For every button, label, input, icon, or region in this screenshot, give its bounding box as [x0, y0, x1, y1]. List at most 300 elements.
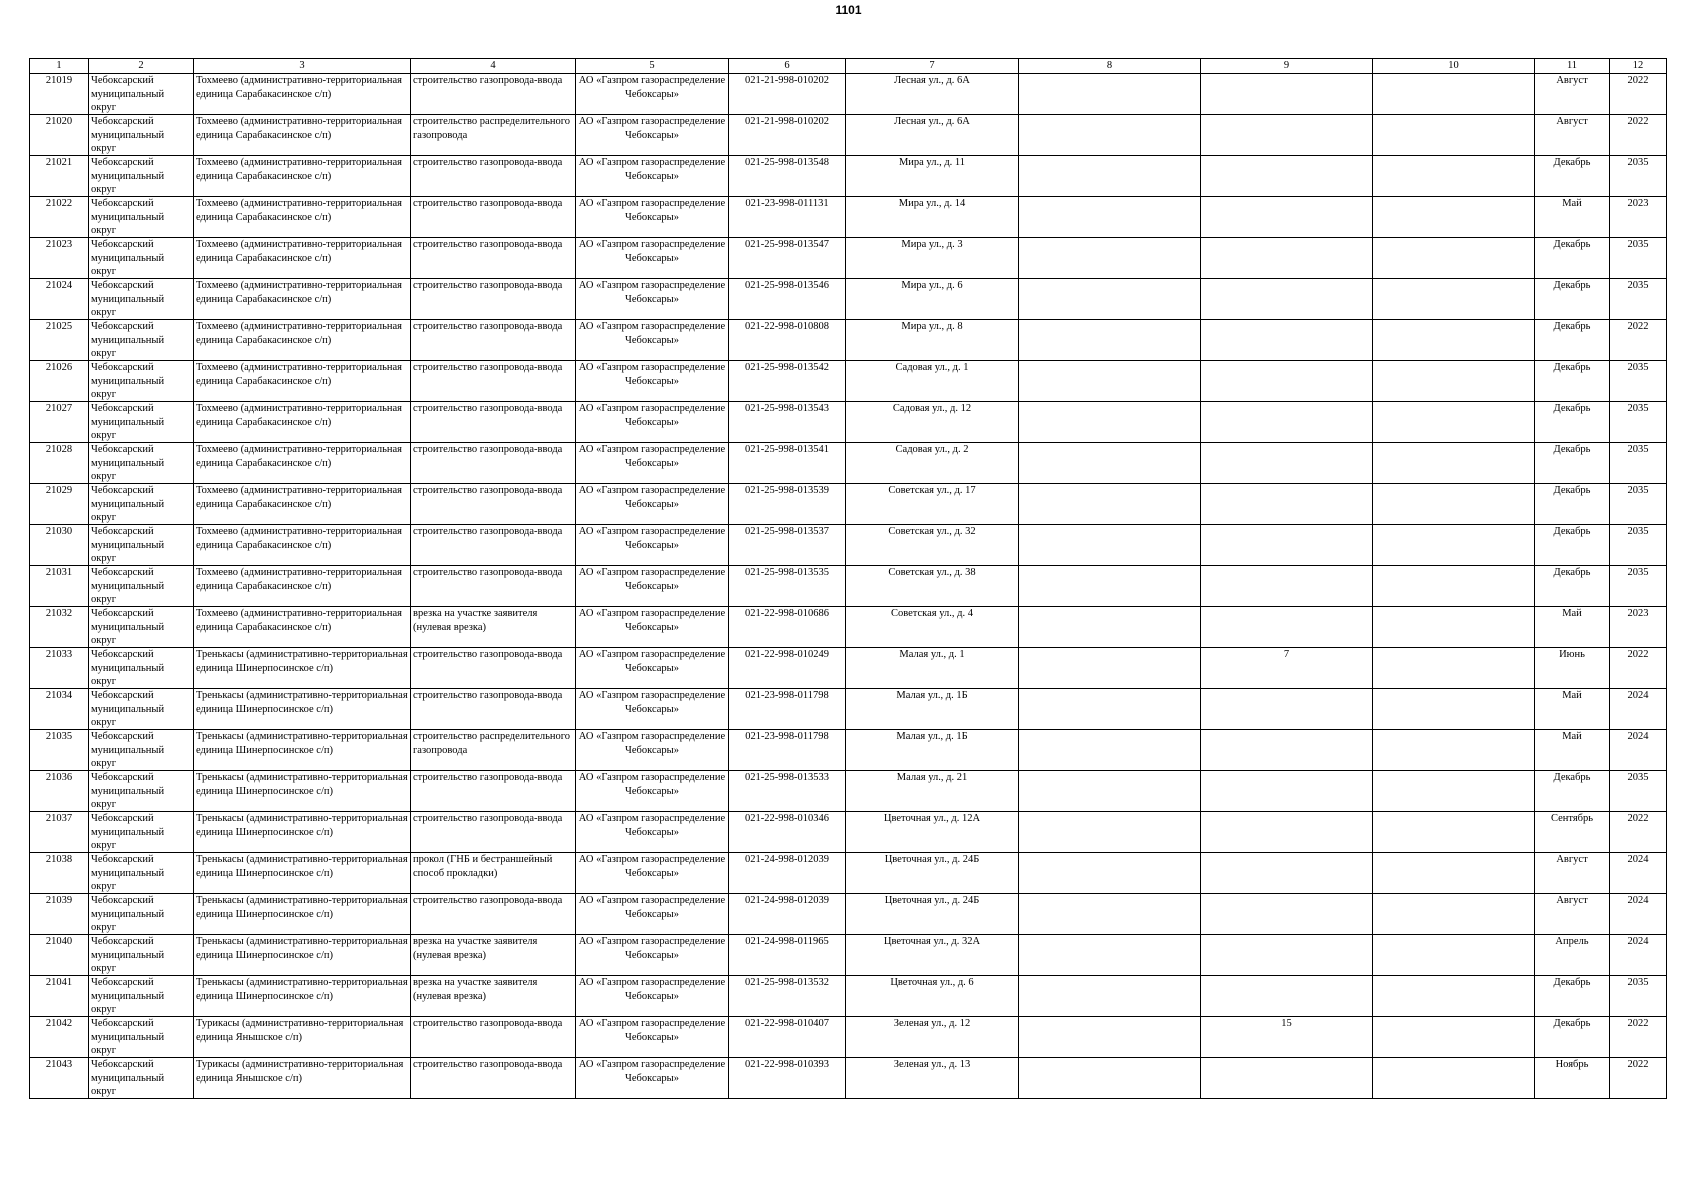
- organization-cell-text: АО «Газпром газораспределение Чебоксары»: [578, 690, 726, 715]
- district-cell: [89, 361, 194, 402]
- district-cell-text: Чебоксарский муниципальный округ: [91, 813, 165, 851]
- month-cell: [1535, 607, 1610, 648]
- address-cell-text: Малая ул., д. 1Б: [896, 731, 968, 742]
- district-cell: [89, 607, 194, 648]
- column-8-cell: [1019, 894, 1201, 935]
- address-cell-text: Малая ул., д. 1Б: [896, 690, 968, 701]
- work-type-cell: [411, 443, 576, 484]
- locality-cell: [194, 1017, 411, 1058]
- column-9-cell-text: 15: [1281, 1018, 1292, 1029]
- locality-cell-text: Тохмеево (административно-территориальная единица Сарабакасинское с/п): [196, 321, 402, 346]
- year-cell-text: 2035: [1627, 239, 1649, 250]
- row-id: [30, 279, 89, 320]
- month-cell-text: Декабрь: [1553, 567, 1591, 578]
- work-type-cell: [411, 935, 576, 976]
- work-type-cell-text: строительство газопровода-ввода: [413, 813, 563, 824]
- work-type-cell: [411, 1017, 576, 1058]
- object-code-cell: [729, 443, 846, 484]
- table-row: [30, 1017, 1667, 1058]
- month-cell: [1535, 689, 1610, 730]
- locality-cell-text: Турикасы (административно-территориальная единица Янышское с/п): [196, 1059, 404, 1084]
- object-code-cell: [729, 1058, 846, 1099]
- month-cell-text: Декабрь: [1553, 362, 1591, 373]
- locality-cell-text: Тохмеево (административно-территориальная единица Сарабакасинское с/п): [196, 608, 402, 633]
- year-cell-text: 2024: [1627, 895, 1649, 906]
- year-cell: [1610, 361, 1667, 402]
- address-cell-text: Советская ул., д. 4: [891, 608, 973, 619]
- organization-cell: [576, 648, 729, 689]
- column-header: 3: [194, 59, 411, 74]
- object-code-cell-text: 021-22-998-010686: [745, 608, 829, 619]
- organization-cell-text: АО «Газпром газораспределение Чебоксары»: [578, 895, 726, 920]
- column-header: 2: [89, 59, 194, 74]
- district-cell-text: Чебоксарский муниципальный округ: [91, 321, 165, 359]
- year-cell: [1610, 853, 1667, 894]
- column-header: 9: [1201, 59, 1373, 74]
- column-9-cell: [1201, 197, 1373, 238]
- district-cell-text: Чебоксарский муниципальный округ: [91, 116, 165, 154]
- object-code-cell: [729, 894, 846, 935]
- row-id-text: 21028: [45, 444, 73, 455]
- address-cell: [846, 648, 1019, 689]
- column-9-cell: [1201, 771, 1373, 812]
- organization-cell-text: АО «Газпром газораспределение Чебоксары»: [578, 239, 726, 264]
- year-cell-text: 2024: [1627, 854, 1649, 865]
- object-code-cell-text: 021-24-998-012039: [745, 895, 829, 906]
- address-cell: [846, 771, 1019, 812]
- column-8-cell: [1019, 935, 1201, 976]
- locality-cell-text: Тохмеево (административно-территориальная единица Сарабакасинское с/п): [196, 362, 402, 387]
- work-type-cell-text: строительство газопровода-ввода: [413, 75, 563, 86]
- object-code-cell-text: 021-24-998-012039: [745, 854, 829, 865]
- locality-cell: [194, 648, 411, 689]
- district-cell-text: Чебоксарский муниципальный округ: [91, 854, 165, 892]
- address-cell-text: Мира ул., д. 14: [898, 198, 966, 209]
- year-cell-text: 2023: [1627, 608, 1649, 619]
- work-type-cell: [411, 484, 576, 525]
- district-cell: [89, 156, 194, 197]
- work-type-cell-text: строительство газопровода-ввода: [413, 567, 563, 578]
- district-cell: [89, 812, 194, 853]
- column-10-cell: [1373, 771, 1535, 812]
- address-cell: [846, 115, 1019, 156]
- address-cell: [846, 853, 1019, 894]
- column-9-cell: [1201, 607, 1373, 648]
- object-code-cell: [729, 402, 846, 443]
- column-10-cell: [1373, 648, 1535, 689]
- row-id: [30, 648, 89, 689]
- column-10-cell: [1373, 443, 1535, 484]
- year-cell-text: 2035: [1627, 567, 1649, 578]
- column-8-cell: [1019, 648, 1201, 689]
- column-9-cell: [1201, 279, 1373, 320]
- object-code-cell-text: 021-25-998-013542: [745, 362, 829, 373]
- work-type-cell: [411, 74, 576, 115]
- month-cell: [1535, 976, 1610, 1017]
- district-cell: [89, 730, 194, 771]
- month-cell: [1535, 156, 1610, 197]
- column-8-cell: [1019, 238, 1201, 279]
- organization-cell: [576, 402, 729, 443]
- organization-cell-text: АО «Газпром газораспределение Чебоксары»: [578, 157, 726, 182]
- object-code-cell: [729, 238, 846, 279]
- column-8-cell: [1019, 730, 1201, 771]
- work-type-cell-text: строительство газопровода-ввода: [413, 649, 563, 660]
- row-id: [30, 525, 89, 566]
- year-cell-text: 2035: [1627, 157, 1649, 168]
- row-id-text: 21035: [45, 731, 73, 742]
- locality-cell: [194, 320, 411, 361]
- year-cell: [1610, 74, 1667, 115]
- organization-cell: [576, 320, 729, 361]
- organization-cell: [576, 74, 729, 115]
- column-8-cell: [1019, 156, 1201, 197]
- district-cell-text: Чебоксарский муниципальный округ: [91, 444, 165, 482]
- object-code-cell: [729, 74, 846, 115]
- column-8-cell: [1019, 853, 1201, 894]
- work-type-cell-text: строительство газопровода-ввода: [413, 280, 563, 291]
- year-cell: [1610, 771, 1667, 812]
- district-cell-text: Чебоксарский муниципальный округ: [91, 608, 165, 646]
- work-type-cell-text: строительство газопровода-ввода: [413, 444, 563, 455]
- object-code-cell-text: 021-25-998-013548: [745, 157, 829, 168]
- row-id: [30, 74, 89, 115]
- month-cell-text: Декабрь: [1553, 526, 1591, 537]
- work-type-cell: [411, 607, 576, 648]
- locality-cell: [194, 402, 411, 443]
- row-id-text: 21037: [45, 813, 73, 824]
- year-cell: [1610, 1058, 1667, 1099]
- row-id-text: 21038: [45, 854, 73, 865]
- district-cell-text: Чебоксарский муниципальный округ: [91, 977, 165, 1015]
- row-id: [30, 156, 89, 197]
- month-cell: [1535, 853, 1610, 894]
- object-code-cell: [729, 1017, 846, 1058]
- row-id-text: 21022: [45, 198, 73, 209]
- object-code-cell: [729, 197, 846, 238]
- table-row: [30, 279, 1667, 320]
- district-cell-text: Чебоксарский муниципальный округ: [91, 895, 165, 933]
- column-header: 11: [1535, 59, 1610, 74]
- year-cell-text: 2024: [1627, 731, 1649, 742]
- month-cell-text: Декабрь: [1553, 1018, 1591, 1029]
- column-10-cell: [1373, 730, 1535, 771]
- organization-cell: [576, 361, 729, 402]
- month-cell: [1535, 525, 1610, 566]
- organization-cell-text: АО «Газпром газораспределение Чебоксары»: [578, 772, 726, 797]
- district-cell: [89, 197, 194, 238]
- row-id: [30, 607, 89, 648]
- locality-cell-text: Тренькасы (административно-территориальная единица Шинерпосинское с/п): [196, 936, 408, 961]
- district-cell: [89, 525, 194, 566]
- table-row: [30, 812, 1667, 853]
- district-cell-text: Чебоксарский муниципальный округ: [91, 772, 165, 810]
- column-10-cell: [1373, 689, 1535, 730]
- organization-cell-text: АО «Газпром газораспределение Чебоксары»: [578, 403, 726, 428]
- column-8-cell: [1019, 976, 1201, 1017]
- locality-cell: [194, 156, 411, 197]
- address-cell-text: Мира ул., д. 3: [901, 239, 963, 250]
- column-10-cell: [1373, 1017, 1535, 1058]
- month-cell: [1535, 894, 1610, 935]
- column-10-cell: [1373, 402, 1535, 443]
- month-cell-text: Август: [1556, 75, 1588, 86]
- locality-cell-text: Тренькасы (административно-территориальная единица Шинерпосинское с/п): [196, 772, 408, 797]
- column-10-cell: [1373, 1058, 1535, 1099]
- address-cell: [846, 361, 1019, 402]
- object-code-cell-text: 021-23-998-011798: [745, 731, 829, 742]
- object-code-cell-text: 021-21-998-010202: [745, 116, 829, 127]
- column-9-cell: [1201, 853, 1373, 894]
- organization-cell: [576, 730, 729, 771]
- district-cell: [89, 443, 194, 484]
- organization-cell-text: АО «Газпром газораспределение Чебоксары»: [578, 649, 726, 674]
- row-id-text: 21023: [45, 239, 73, 250]
- row-id-text: 21030: [45, 526, 73, 537]
- year-cell: [1610, 648, 1667, 689]
- year-cell-text: 2022: [1627, 813, 1649, 824]
- work-type-cell-text: врезка на участке заявителя (нулевая врезка): [413, 977, 538, 1002]
- organization-cell: [576, 115, 729, 156]
- column-10-cell: [1373, 566, 1535, 607]
- locality-cell: [194, 935, 411, 976]
- object-code-cell-text: 021-25-998-013546: [745, 280, 829, 291]
- district-cell-text: Чебоксарский муниципальный округ: [91, 403, 165, 441]
- address-cell: [846, 74, 1019, 115]
- table-row: [30, 156, 1667, 197]
- organization-cell-text: АО «Газпром газораспределение Чебоксары»: [578, 1059, 726, 1084]
- row-id: [30, 566, 89, 607]
- organization-cell-text: АО «Газпром газораспределение Чебоксары»: [578, 608, 726, 633]
- organization-cell-text: АО «Газпром газораспределение Чебоксары»: [578, 280, 726, 305]
- district-cell-text: Чебоксарский муниципальный округ: [91, 690, 165, 728]
- object-code-cell-text: 021-25-998-013535: [745, 567, 829, 578]
- organization-cell-text: АО «Газпром газораспределение Чебоксары»: [578, 731, 726, 756]
- organization-cell: [576, 156, 729, 197]
- object-code-cell-text: 021-22-998-010249: [745, 649, 829, 660]
- month-cell-text: Август: [1556, 116, 1588, 127]
- month-cell-text: Июнь: [1559, 649, 1585, 660]
- month-cell-text: Май: [1562, 731, 1582, 742]
- organization-cell-text: АО «Газпром газораспределение Чебоксары»: [578, 567, 726, 592]
- locality-cell: [194, 279, 411, 320]
- month-cell-text: Май: [1562, 608, 1582, 619]
- organization-cell: [576, 1017, 729, 1058]
- object-code-cell-text: 021-22-998-010808: [745, 321, 829, 332]
- row-id-text: 21024: [45, 280, 73, 291]
- locality-cell-text: Тохмеево (административно-территориальная единица Сарабакасинское с/п): [196, 239, 402, 264]
- object-code-cell-text: 021-22-998-010393: [745, 1059, 829, 1070]
- column-10-cell: [1373, 894, 1535, 935]
- locality-cell-text: Тохмеево (административно-территориальная единица Сарабакасинское с/п): [196, 526, 402, 551]
- locality-cell-text: Турикасы (административно-территориальная единица Янышское с/п): [196, 1018, 404, 1043]
- year-cell-text: 2022: [1627, 116, 1649, 127]
- locality-cell: [194, 771, 411, 812]
- district-cell-text: Чебоксарский муниципальный округ: [91, 157, 165, 195]
- year-cell-text: 2035: [1627, 485, 1649, 496]
- page-number: 1101: [835, 3, 862, 17]
- district-cell: [89, 279, 194, 320]
- column-10-cell: [1373, 853, 1535, 894]
- address-cell: [846, 894, 1019, 935]
- row-id-text: 21021: [45, 157, 73, 168]
- district-cell: [89, 402, 194, 443]
- locality-cell: [194, 689, 411, 730]
- year-cell: [1610, 197, 1667, 238]
- row-id: [30, 115, 89, 156]
- year-cell: [1610, 238, 1667, 279]
- month-cell-text: Май: [1562, 690, 1582, 701]
- address-cell: [846, 976, 1019, 1017]
- row-id-text: 21039: [45, 895, 73, 906]
- district-cell-text: Чебоксарский муниципальный округ: [91, 936, 165, 974]
- year-cell-text: 2022: [1627, 75, 1649, 86]
- object-code-cell: [729, 566, 846, 607]
- month-cell: [1535, 238, 1610, 279]
- organization-cell: [576, 689, 729, 730]
- row-id-text: 21027: [45, 403, 73, 414]
- month-cell: [1535, 320, 1610, 361]
- column-8-cell: [1019, 525, 1201, 566]
- table-row: [30, 976, 1667, 1017]
- row-id: [30, 812, 89, 853]
- work-type-cell-text: строительство газопровода-ввода: [413, 157, 563, 168]
- month-cell: [1535, 361, 1610, 402]
- month-cell-text: Декабрь: [1553, 403, 1591, 414]
- object-code-cell: [729, 771, 846, 812]
- month-cell: [1535, 566, 1610, 607]
- column-10-cell: [1373, 484, 1535, 525]
- month-cell: [1535, 812, 1610, 853]
- address-cell-text: Цветочная ул., д. 32А: [883, 936, 981, 947]
- column-8-cell: [1019, 607, 1201, 648]
- month-cell: [1535, 197, 1610, 238]
- row-id-text: 21041: [45, 977, 73, 988]
- work-type-cell: [411, 730, 576, 771]
- table-body: [30, 74, 1667, 1099]
- locality-cell-text: Тренькасы (административно-территориальная единица Шинерпосинское с/п): [196, 977, 408, 1002]
- object-code-cell-text: 021-25-998-013541: [745, 444, 829, 455]
- object-code-cell: [729, 648, 846, 689]
- locality-cell: [194, 115, 411, 156]
- work-type-cell-text: строительство газопровода-ввода: [413, 1018, 563, 1029]
- row-id-text: 21020: [45, 116, 73, 127]
- organization-cell: [576, 1058, 729, 1099]
- work-type-cell: [411, 812, 576, 853]
- work-type-cell-text: строительство газопровода-ввода: [413, 403, 563, 414]
- column-8-cell: [1019, 812, 1201, 853]
- year-cell-text: 2022: [1627, 1018, 1649, 1029]
- column-8-cell: [1019, 402, 1201, 443]
- organization-cell-text: АО «Газпром газораспределение Чебоксары»: [578, 321, 726, 346]
- year-cell-text: 2035: [1627, 772, 1649, 783]
- column-9-cell: [1201, 402, 1373, 443]
- work-type-cell: [411, 156, 576, 197]
- organization-cell-text: АО «Газпром газораспределение Чебоксары»: [578, 116, 726, 141]
- column-8-cell: [1019, 443, 1201, 484]
- table-row: [30, 238, 1667, 279]
- work-type-cell-text: строительство газопровода-ввода: [413, 895, 563, 906]
- object-code-cell: [729, 935, 846, 976]
- district-cell: [89, 320, 194, 361]
- table-row: [30, 1058, 1667, 1099]
- column-8-cell: [1019, 197, 1201, 238]
- table-row: [30, 74, 1667, 115]
- organization-cell-text: АО «Газпром газораспределение Чебоксары»: [578, 1018, 726, 1043]
- object-code-cell-text: 021-25-998-013537: [745, 526, 829, 537]
- locality-cell: [194, 976, 411, 1017]
- address-cell: [846, 607, 1019, 648]
- year-cell-text: 2035: [1627, 403, 1649, 414]
- column-10-cell: [1373, 525, 1535, 566]
- organization-cell-text: АО «Газпром газораспределение Чебоксары»: [578, 936, 726, 961]
- column-header: 5: [576, 59, 729, 74]
- address-cell-text: Лесная ул., д. 6А: [894, 116, 970, 127]
- row-id-text: 21034: [45, 690, 73, 701]
- organization-cell-text: АО «Газпром газораспределение Чебоксары»: [578, 977, 726, 1002]
- table-row: [30, 115, 1667, 156]
- locality-cell-text: Тохмеево (административно-территориальная единица Сарабакасинское с/п): [196, 403, 402, 428]
- row-id: [30, 771, 89, 812]
- column-9-cell: [1201, 525, 1373, 566]
- month-cell-text: Август: [1556, 854, 1588, 865]
- column-header: 4: [411, 59, 576, 74]
- work-type-cell-text: врезка на участке заявителя (нулевая врезка): [413, 936, 538, 961]
- object-code-cell: [729, 484, 846, 525]
- district-cell: [89, 771, 194, 812]
- column-header: 12: [1610, 59, 1667, 74]
- object-code-cell: [729, 279, 846, 320]
- month-cell-text: Май: [1562, 198, 1582, 209]
- year-cell-text: 2024: [1627, 936, 1649, 947]
- month-cell: [1535, 648, 1610, 689]
- work-type-cell: [411, 361, 576, 402]
- district-cell-text: Чебоксарский муниципальный округ: [91, 485, 165, 523]
- work-type-cell-text: строительство газопровода-ввода: [413, 772, 563, 783]
- address-cell-text: Цветочная ул., д. 12А: [883, 813, 981, 824]
- column-10-cell: [1373, 156, 1535, 197]
- work-type-cell-text: строительство газопровода-ввода: [413, 198, 563, 209]
- year-cell-text: 2024: [1627, 690, 1649, 701]
- row-id: [30, 1058, 89, 1099]
- table-row: [30, 197, 1667, 238]
- object-code-cell: [729, 361, 846, 402]
- address-cell: [846, 812, 1019, 853]
- row-id: [30, 935, 89, 976]
- district-cell-text: Чебоксарский муниципальный округ: [91, 1018, 165, 1056]
- district-cell-text: Чебоксарский муниципальный округ: [91, 239, 165, 277]
- locality-cell-text: Тохмеево (административно-территориальная единица Сарабакасинское с/п): [196, 567, 402, 592]
- district-cell-text: Чебоксарский муниципальный округ: [91, 362, 165, 400]
- object-code-cell-text: 021-23-998-011131: [745, 198, 829, 209]
- locality-cell-text: Тренькасы (административно-территориальная единица Шинерпосинское с/п): [196, 649, 408, 674]
- year-cell-text: 2035: [1627, 444, 1649, 455]
- table-row: [30, 566, 1667, 607]
- address-cell-text: Малая ул., д. 1: [899, 649, 965, 660]
- month-cell: [1535, 771, 1610, 812]
- locality-cell: [194, 566, 411, 607]
- locality-cell: [194, 74, 411, 115]
- table-row: [30, 771, 1667, 812]
- gasification-table: [29, 58, 1667, 1099]
- work-type-cell-text: строительство газопровода-ввода: [413, 485, 563, 496]
- object-code-cell-text: 021-25-998-013533: [745, 772, 829, 783]
- address-cell-text: Цветочная ул., д. 6: [890, 977, 974, 988]
- organization-cell-text: АО «Газпром газораспределение Чебоксары»: [578, 526, 726, 551]
- row-id-text: 21019: [45, 75, 73, 86]
- column-10-cell: [1373, 607, 1535, 648]
- column-9-cell: [1201, 566, 1373, 607]
